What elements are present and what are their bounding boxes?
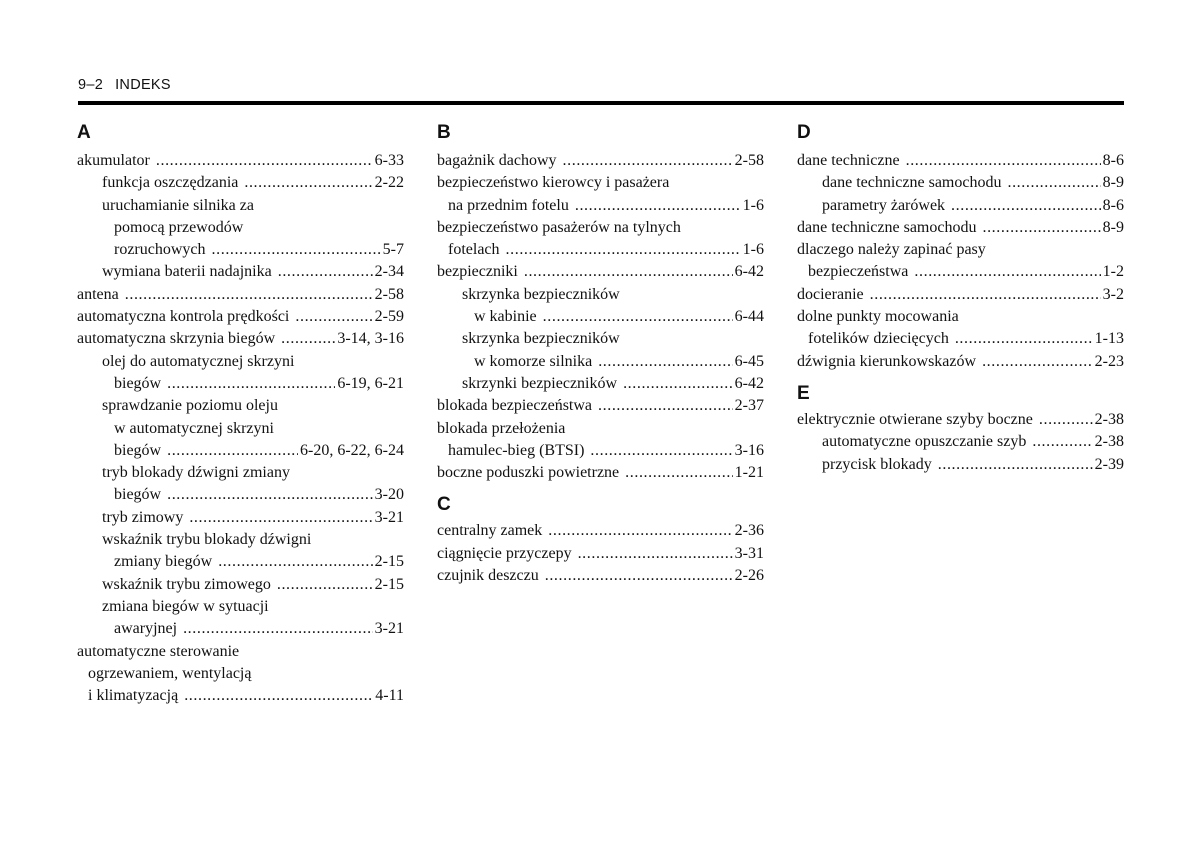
entry-page-ref: 1-2 [1102,263,1124,281]
dot-leader [870,284,1101,306]
dot-leader [281,328,335,350]
entry-page-ref: 3-16 [734,441,764,459]
index-entry [77,150,404,172]
index-entry [437,462,764,484]
entry-text: bezpieczniki [437,263,518,281]
dot-leader [623,373,733,395]
index-entry [77,395,404,417]
dot-leader [548,520,732,542]
index-entry [437,239,764,261]
entry-page-ref: 2-15 [374,553,404,571]
index-entry [77,529,404,551]
dot-leader [914,261,1100,283]
dot-leader [167,484,373,506]
dot-leader [295,306,372,328]
dot-leader [156,150,373,172]
entry-text: uruchamianie silnika za [102,196,254,214]
entry-text: funkcja oszczędzania [102,174,239,192]
entry-page-ref: 2-38 [1094,410,1124,428]
index-entry [437,261,764,283]
index-entry [797,195,1124,217]
index-entry [77,641,404,663]
index-entry [437,395,764,417]
entry-text: biegów [114,374,162,392]
entry-text: automatyczne sterowanie [77,642,240,660]
entry-text: docieranie [797,285,864,303]
index-column-left [77,118,404,707]
entry-text: w kabinie [474,308,537,326]
entry-text: dane techniczne [797,152,900,169]
index-entry [437,150,764,172]
entry-text: wymiana baterii nadajnika [102,263,272,281]
entry-text: na przednim fotelu [448,196,569,214]
index-entry [77,418,404,440]
entry-text: hamulec-bieg (BTSI) [448,441,585,459]
entry-page-ref: 1-13 [1094,330,1124,348]
entry-page-ref: 2-58 [374,285,404,303]
entry-page-ref: 2-37 [734,397,764,415]
entry-text: automatyczna kontrola prędkości [77,308,290,326]
index-entry [437,440,764,462]
entry-text: antena [77,285,119,303]
dot-leader [625,462,733,484]
index-entry [77,551,404,573]
dot-leader [951,195,1101,217]
dot-leader [578,543,733,565]
dot-leader [955,328,1093,350]
index-column-middle [437,118,764,587]
entry-page-ref: 2-26 [734,567,764,585]
entry-text: ciągnięcie przyczepy [437,544,572,562]
entry-text: skrzynka bezpieczników [462,285,620,303]
section-title: INDEKS [115,77,171,93]
dot-leader [244,172,372,194]
entry-page-ref: 3-21 [374,508,404,526]
index-entry [77,462,404,484]
entry-page-ref: 8-6 [1102,152,1124,169]
dot-leader [212,239,381,261]
entry-text: tryb zimowy [102,508,184,526]
entry-text: czujnik deszczu [437,567,539,585]
entry-page-ref: 2-58 [734,152,764,169]
index-entry [77,507,404,529]
index-entry [797,239,1124,261]
index-entry [797,172,1124,194]
index-entry [77,663,404,685]
entry-page-ref: 2-22 [374,174,404,192]
entry-text: skrzynka bezpieczników [462,330,620,348]
dot-leader [278,261,373,283]
dot-leader [575,195,741,217]
section-letter: B [437,122,451,143]
entry-page-ref: 2-34 [374,263,404,281]
entry-text: pomocą przewodów [114,218,244,236]
index-entry [437,306,764,328]
index-entry [797,431,1124,453]
dot-leader [189,507,372,529]
entry-text: awaryjnej [114,620,178,638]
index-entry [77,484,404,506]
index-entry [77,373,404,395]
entry-page-ref: 3-31 [734,544,764,562]
index-column-right [797,118,1124,476]
index-entry [77,239,404,261]
entry-text: dane techniczne samochodu [797,218,977,236]
entry-text: centralny zamek [437,522,543,540]
dot-leader [938,454,1093,476]
entry-page-ref: 6-45 [734,352,764,370]
entry-page-ref: 6-33 [374,152,404,169]
dot-leader [1039,409,1093,431]
dot-leader [1032,431,1092,453]
entry-text: wskaźnik trybu zimowego [102,575,271,593]
entry-page-ref: 2-39 [1094,455,1124,473]
index-entry [437,217,764,239]
entry-text: olej do automatycznej skrzyni [102,352,295,370]
entry-text: akumulator [77,152,150,169]
section-letter: A [77,122,91,143]
index-entry [437,284,764,306]
index-entry [77,351,404,373]
dot-leader [563,150,733,172]
entry-page-ref: 6-42 [734,374,764,392]
entry-text: wskaźnik trybu blokady dźwigni [102,531,312,549]
dot-leader [183,618,373,640]
entry-text: blokada bezpieczeństwa [437,397,593,415]
index-entry [77,440,404,462]
entry-text: przycisk blokady [822,455,932,473]
entry-text: parametry żarówek [822,196,946,214]
entry-page-ref: 8-6 [1102,196,1124,214]
index-entry [797,284,1124,306]
index-entry [437,351,764,373]
dot-leader [906,150,1101,172]
entry-text: sprawdzanie poziomu oleju [102,397,278,415]
entry-text: bezpieczeństwo kierowcy i pasażera [437,174,670,192]
index-entry [797,351,1124,373]
entry-page-ref: 3-21 [374,620,404,638]
index-entry [77,261,404,283]
entry-page-ref: 8-9 [1102,174,1124,192]
index-entry [77,328,404,350]
index-entry [797,328,1124,350]
entry-page-ref: 3-20 [374,486,404,504]
section-letter: C [437,494,451,516]
dot-leader [218,551,372,573]
dot-leader [524,261,733,283]
entry-page-ref: 5-7 [382,241,404,259]
entry-text: automatyczna skrzynia biegów [77,330,276,348]
index-entry [797,261,1124,283]
index-entry [797,150,1124,172]
dot-leader [982,217,1100,239]
header-rule [78,101,1124,105]
dot-leader [598,395,733,417]
entry-page-ref: 3-14, 3-16 [337,330,404,348]
entry-text: skrzynki bezpieczników [462,374,618,392]
index-entry [77,284,404,306]
page-header [78,77,171,93]
dot-leader [598,351,732,373]
index-entry [77,172,404,194]
dot-leader [982,351,1093,373]
dot-leader [590,440,732,462]
entry-page-ref: 2-36 [734,522,764,540]
entry-text: dźwignia kierunkowskazów [797,352,977,370]
index-entry [77,195,404,217]
entry-text: fotelików dziecięcych [808,330,949,348]
section-letter: D [797,122,811,143]
entry-text: tryb blokady dźwigni zmiany [102,464,290,482]
index-entry [797,454,1124,476]
entry-text: zmiany biegów [114,553,213,571]
entry-text: boczne poduszki powietrzne [437,464,620,482]
dot-leader [277,574,373,596]
index-entry [77,596,404,618]
entry-page-ref: 3-2 [1102,285,1124,303]
entry-text: dolne punkty mocowania [797,308,959,326]
index-entry [437,520,764,542]
dot-leader [506,239,741,261]
entry-text: biegów [114,441,162,459]
index-entry [77,306,404,328]
index-entry [77,685,404,707]
index-entry [437,373,764,395]
entry-text: w automatycznej skrzyni [114,419,274,437]
dot-leader [167,373,335,395]
entry-page-ref: 6-42 [734,263,764,281]
index-entry [437,543,764,565]
dot-leader [184,685,373,707]
entry-page-ref: 4-11 [375,687,404,705]
index-entry [437,565,764,587]
entry-page-ref: 1-6 [742,241,764,259]
entry-text: dlaczego należy zapinać pasy [797,241,986,259]
entry-page-ref: 6-44 [734,308,764,326]
index-entry [797,217,1124,239]
entry-page-ref: 1-6 [742,196,764,214]
entry-page-ref: 2-15 [374,575,404,593]
index-entry [437,418,764,440]
entry-page-ref: 2-23 [1094,352,1124,370]
entry-page-ref: 1-21 [734,464,764,482]
entry-page-ref: 6-20, 6-22, 6-24 [300,441,404,459]
entry-text: zmiana biegów w sytuacji [102,597,269,615]
dot-leader [1007,172,1100,194]
entry-text: bagażnik dachowy [437,152,557,169]
entry-text: bezpieczeństwa [808,263,909,281]
index-entry [797,409,1124,431]
dot-leader [125,284,373,306]
entry-text: elektrycznie otwierane szyby boczne [797,410,1033,428]
entry-text: bezpieczeństwo pasażerów na tylnych [437,218,681,236]
entry-page-ref: 2-59 [374,308,404,326]
entry-text: blokada przełożenia [437,419,566,437]
index-entry [437,195,764,217]
index-entry [437,328,764,350]
dot-leader [543,306,733,328]
index-entry [437,172,764,194]
entry-text: fotelach [448,241,500,259]
entry-page-ref: 8-9 [1102,218,1124,236]
entry-text: w komorze silnika [474,352,593,370]
entry-text: automatyczne opuszczanie szyb [822,433,1027,451]
index-entry [77,217,404,239]
entry-page-ref: 2-38 [1094,433,1124,451]
dot-leader [167,440,298,462]
entry-text: ogrzewaniem, wentylacją [88,664,252,682]
index-entry [77,574,404,596]
index-entry [797,306,1124,328]
entry-text: rozruchowych [114,241,206,259]
entry-text: biegów [114,486,162,504]
page-number: 9–2 [78,77,104,93]
entry-text: dane techniczne samochodu [822,174,1002,192]
index-entry [77,618,404,640]
section-letter: E [797,382,810,404]
entry-text: i klimatyzacją [88,687,179,705]
entry-page-ref: 6-19, 6-21 [337,374,404,392]
dot-leader [545,565,733,587]
